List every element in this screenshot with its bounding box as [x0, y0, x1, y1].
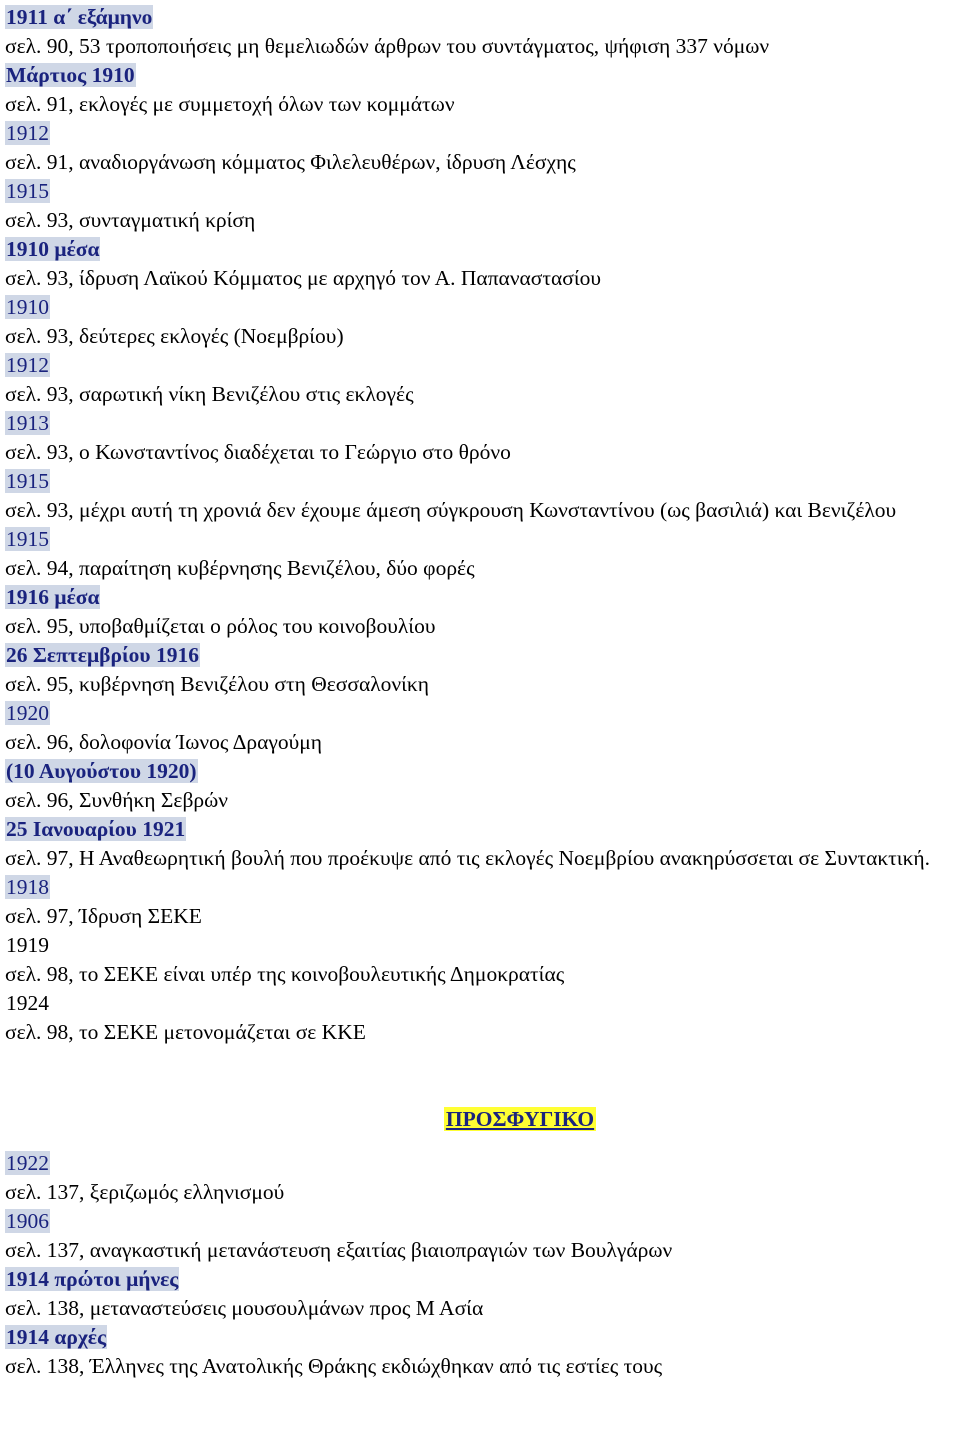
entry-date: 1912: [6, 353, 49, 377]
entry-date: Μάρτιος 1910: [6, 63, 135, 87]
entry-date-line: [5, 351, 960, 380]
entry-date-line: [5, 873, 960, 902]
entry-description: σελ. 94, παραίτηση κυβέρνησης Βενιζέλου, δύο φορές: [5, 556, 475, 580]
entry-date: 1912: [6, 121, 49, 145]
entry-date-line: [5, 409, 960, 438]
entry-date: 1906: [6, 1209, 49, 1233]
entry-date-line: [5, 1265, 960, 1294]
entry-date: 1922: [6, 1151, 49, 1175]
entry-description: σελ. 93, σαρωτική νίκη Βενιζέλου στις εκλογές: [5, 382, 414, 406]
entry-description: σελ. 90, 53 τροποποιήσεις μη θεμελιωδών άρθρων του συντάγματος, ψήφιση 337 νόμων: [5, 34, 770, 58]
entry-description: σελ. 93, δεύτερες εκλογές (Νοεμβρίου): [5, 324, 344, 348]
entry-date-line: [5, 989, 960, 1018]
timeline-entry: [5, 467, 960, 525]
entry-description: σελ. 93, ο Κωνσταντίνος διαδέχεται το Γεώργιο στο θρόνο: [5, 440, 511, 464]
entry-date: 1913: [6, 411, 49, 435]
timeline-entry: [5, 757, 960, 815]
entry-date-line: [5, 1207, 960, 1236]
entry-description: σελ. 138, μεταναστεύσεις μουσουλμάνων προς Μ Ασία: [5, 1296, 484, 1320]
entry-description: σελ. 93, ίδρυση Λαϊκού Κόμματος με αρχηγό τον Α. Παπαναστασίου: [5, 266, 602, 290]
entry-description: σελ. 93, συνταγματική κρίση: [5, 208, 256, 232]
entry-date: 1914 αρχές: [6, 1325, 107, 1349]
section-title: ΠΡΟΣΦΥΓΙΚΟ: [445, 1107, 595, 1131]
entry-date: 1919: [6, 933, 49, 957]
entry-date-line: [5, 467, 960, 496]
timeline-entry: [5, 815, 960, 873]
timeline-entry: [5, 641, 960, 699]
entry-date: 1918: [6, 875, 49, 899]
timeline-entry: [5, 409, 960, 467]
timeline-entry: [5, 525, 960, 583]
entry-date-line: [5, 61, 960, 90]
entry-date: 25 Ιανουαρίου 1921: [6, 817, 186, 841]
entry-description: σελ. 138, Έλληνες της Ανατολικής Θράκης εκδιώχθηκαν από τις εστίες τους: [5, 1354, 663, 1378]
timeline-entry: [5, 177, 960, 235]
entry-date: (10 Αυγούστου 1920): [6, 759, 197, 783]
entry-date-line: [5, 583, 960, 612]
entry-date: 1915: [6, 469, 49, 493]
entry-description: σελ. 95, υποβαθμίζεται ο ρόλος του κοινοβουλίου: [5, 614, 436, 638]
entry-description: σελ. 96, Συνθήκη Σεβρών: [5, 788, 228, 812]
timeline-entry: [5, 989, 960, 1047]
timeline-entry: [5, 873, 960, 931]
timeline-entry: [5, 351, 960, 409]
entry-date: 26 Σεπτεμβρίου 1916: [6, 643, 199, 667]
section-gap: [5, 1047, 960, 1105]
entry-date: 1915: [6, 527, 49, 551]
timeline-entry: [5, 293, 960, 351]
timeline-entry: [5, 1149, 960, 1207]
entry-date: 1914 πρώτοι μήνες: [6, 1267, 179, 1291]
timeline-entry: [5, 1265, 960, 1323]
entry-description: σελ. 91, εκλογές με συμμετοχή όλων των κομμάτων: [5, 92, 455, 116]
entry-date-line: [5, 699, 960, 728]
section-heading: [5, 1105, 960, 1134]
entry-date-line: [5, 815, 960, 844]
entry-date: 1924: [6, 991, 49, 1015]
entry-description: σελ. 96, δολοφονία Ίωνος Δραγούμη: [5, 730, 323, 754]
timeline-part-2: [5, 1149, 960, 1381]
entry-description: σελ. 137, αναγκαστική μετανάστευση εξαιτίας βιαιοπραγιών των Βουλγάρων: [5, 1238, 673, 1262]
entry-description: σελ. 91, αναδιοργάνωση κόμματος Φιλελευθέρων, ίδρυση Λέσχης: [5, 150, 576, 174]
entry-description: σελ. 93, μέχρι αυτή τη χρονιά δεν έχουμε άμεση σύγκρουση Κωνσταντίνου (ως βασιλιά) και Βενιζέλου: [5, 498, 897, 522]
entry-date-line: [5, 235, 960, 264]
entry-description: σελ. 97, Η Αναθεωρητική βουλή που προέκυψε από τις εκλογές Νοεμβρίου ανακηρύσσεται σε Συντακτική.: [5, 846, 931, 870]
timeline-entry: [5, 61, 960, 119]
timeline-entry: [5, 1323, 960, 1381]
timeline-entry: [5, 699, 960, 757]
entry-date-line: [5, 641, 960, 670]
entry-date-line: [5, 931, 960, 960]
entry-description: σελ. 98, το ΣΕΚΕ μετονομάζεται σε ΚΚΕ: [5, 1020, 366, 1044]
timeline-entry: [5, 3, 960, 61]
timeline-entry: [5, 235, 960, 293]
entry-date: 1910: [6, 295, 49, 319]
timeline-entry: [5, 583, 960, 641]
entry-description: σελ. 95, κυβέρνηση Βενιζέλου στη Θεσσαλονίκη: [5, 672, 429, 696]
entry-date: 1911 α΄ εξάμηνο: [6, 5, 153, 29]
entry-date-line: [5, 1149, 960, 1178]
timeline-entry: [5, 119, 960, 177]
timeline-part-1: [5, 3, 960, 1047]
entry-description: σελ. 137, ξεριζωμός ελληνισμού: [5, 1180, 285, 1204]
entry-date-line: [5, 293, 960, 322]
timeline-entry: [5, 1207, 960, 1265]
entry-date-line: [5, 119, 960, 148]
entry-date-line: [5, 757, 960, 786]
entry-description: σελ. 97, Ίδρυση ΣΕΚΕ: [5, 904, 202, 928]
entry-date-line: [5, 3, 960, 32]
entry-description: σελ. 98, το ΣΕΚΕ είναι υπέρ της κοινοβουλευτικής Δημοκρατίας: [5, 962, 565, 986]
timeline-entry: [5, 931, 960, 989]
entry-date-line: [5, 177, 960, 206]
entry-date-line: [5, 1323, 960, 1352]
entry-date: 1915: [6, 179, 49, 203]
entry-date: 1920: [6, 701, 49, 725]
entry-date-line: [5, 525, 960, 554]
entry-date: 1916 μέσα: [6, 585, 100, 609]
entry-date: 1910 μέσα: [6, 237, 100, 261]
